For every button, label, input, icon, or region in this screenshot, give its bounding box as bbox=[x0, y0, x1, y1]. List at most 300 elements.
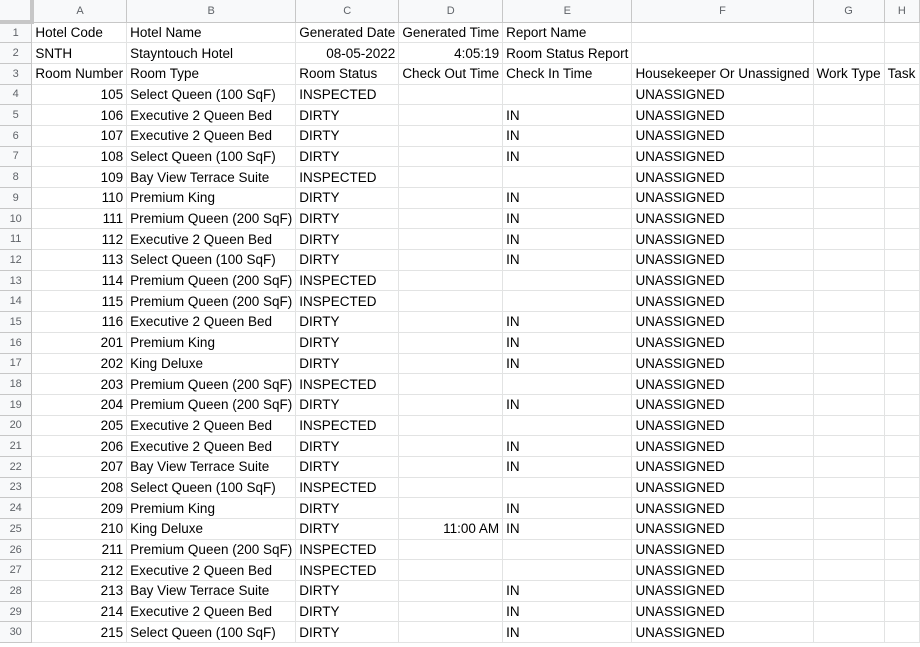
cell-g19[interactable] bbox=[813, 394, 884, 415]
cell-h9[interactable] bbox=[884, 188, 919, 209]
cell-e11[interactable]: IN bbox=[503, 229, 632, 250]
cell-e27[interactable] bbox=[503, 560, 632, 581]
cell-c18[interactable]: INSPECTED bbox=[296, 374, 399, 395]
cell-c20[interactable]: INSPECTED bbox=[296, 415, 399, 436]
cell-b22[interactable]: Bay View Terrace Suite bbox=[127, 456, 296, 477]
cell-c27[interactable]: INSPECTED bbox=[296, 560, 399, 581]
cell-h5[interactable] bbox=[884, 105, 919, 126]
cell-d26[interactable] bbox=[399, 539, 503, 560]
cell-b20[interactable]: Executive 2 Queen Bed bbox=[127, 415, 296, 436]
cell-g8[interactable] bbox=[813, 167, 884, 188]
table-row bbox=[0, 456, 920, 477]
cell-d1[interactable]: Generated Time bbox=[399, 22, 503, 43]
cell-d10[interactable] bbox=[399, 208, 503, 229]
cell-e13[interactable] bbox=[503, 270, 632, 291]
cell-d11[interactable] bbox=[399, 229, 503, 250]
table-row bbox=[0, 63, 920, 84]
cell-f1[interactable] bbox=[632, 22, 813, 43]
cell-f23[interactable]: UNASSIGNED bbox=[632, 477, 813, 498]
cell-c28[interactable]: DIRTY bbox=[296, 581, 399, 602]
row-header[interactable]: 16 bbox=[0, 332, 32, 353]
cell-c4[interactable]: INSPECTED bbox=[296, 84, 399, 105]
cell-h24[interactable] bbox=[884, 498, 919, 519]
cell-b6[interactable]: Executive 2 Queen Bed bbox=[127, 125, 296, 146]
cell-b9[interactable]: Premium King bbox=[127, 188, 296, 209]
cell-g24[interactable] bbox=[813, 498, 884, 519]
cell-g21[interactable] bbox=[813, 436, 884, 457]
cell-f18[interactable]: UNASSIGNED bbox=[632, 374, 813, 395]
row-header[interactable]: 1 bbox=[0, 22, 32, 43]
cell-h10[interactable] bbox=[884, 208, 919, 229]
cell-f9[interactable]: UNASSIGNED bbox=[632, 188, 813, 209]
cell-e28[interactable]: IN bbox=[503, 581, 632, 602]
cell-g30[interactable] bbox=[813, 622, 884, 643]
cell-f26[interactable]: UNASSIGNED bbox=[632, 539, 813, 560]
cell-g17[interactable] bbox=[813, 353, 884, 374]
cell-h8[interactable] bbox=[884, 167, 919, 188]
cell-a22[interactable]: 207 bbox=[32, 456, 127, 477]
cell-b17[interactable]: King Deluxe bbox=[127, 353, 296, 374]
cell-g27[interactable] bbox=[813, 560, 884, 581]
cell-f28[interactable]: UNASSIGNED bbox=[632, 581, 813, 602]
cell-d7[interactable] bbox=[399, 146, 503, 167]
table-row bbox=[0, 622, 920, 643]
column-header-f[interactable]: F bbox=[632, 0, 813, 22]
row-header[interactable]: 26 bbox=[0, 539, 32, 560]
cell-a11[interactable]: 112 bbox=[32, 229, 127, 250]
cell-h3[interactable]: Task bbox=[884, 63, 919, 84]
row-header[interactable]: 10 bbox=[0, 208, 32, 229]
cell-d20[interactable] bbox=[399, 415, 503, 436]
cell-h18[interactable] bbox=[884, 374, 919, 395]
cell-a19[interactable]: 204 bbox=[32, 394, 127, 415]
cell-e21[interactable]: IN bbox=[503, 436, 632, 457]
table-row bbox=[0, 146, 920, 167]
cell-a25[interactable]: 210 bbox=[32, 519, 127, 540]
cell-c15[interactable]: DIRTY bbox=[296, 312, 399, 333]
row-header[interactable]: 22 bbox=[0, 456, 32, 477]
cell-f24[interactable]: UNASSIGNED bbox=[632, 498, 813, 519]
cell-f10[interactable]: UNASSIGNED bbox=[632, 208, 813, 229]
cell-c19[interactable]: DIRTY bbox=[296, 394, 399, 415]
table-row bbox=[0, 498, 920, 519]
cell-c7[interactable]: DIRTY bbox=[296, 146, 399, 167]
cell-a29[interactable]: 214 bbox=[32, 601, 127, 622]
cell-f8[interactable]: UNASSIGNED bbox=[632, 167, 813, 188]
cell-h2[interactable] bbox=[884, 43, 919, 64]
row-header[interactable]: 30 bbox=[0, 622, 32, 643]
row-header[interactable]: 2 bbox=[0, 43, 32, 64]
cell-f30[interactable]: UNASSIGNED bbox=[632, 622, 813, 643]
cell-e14[interactable] bbox=[503, 291, 632, 312]
cell-c9[interactable]: DIRTY bbox=[296, 188, 399, 209]
row-header[interactable]: 25 bbox=[0, 519, 32, 540]
table-row bbox=[0, 601, 920, 622]
cell-e10[interactable]: IN bbox=[503, 208, 632, 229]
cell-c22[interactable]: DIRTY bbox=[296, 456, 399, 477]
cell-d27[interactable] bbox=[399, 560, 503, 581]
cell-f14[interactable]: UNASSIGNED bbox=[632, 291, 813, 312]
cell-d4[interactable] bbox=[399, 84, 503, 105]
table-row bbox=[0, 581, 920, 602]
table-row bbox=[0, 167, 920, 188]
cell-g22[interactable] bbox=[813, 456, 884, 477]
table-row bbox=[0, 229, 920, 250]
cell-b15[interactable]: Executive 2 Queen Bed bbox=[127, 312, 296, 333]
cell-c2[interactable]: 08-05-2022 bbox=[296, 43, 399, 64]
cell-b30[interactable]: Select Queen (100 SqF) bbox=[127, 622, 296, 643]
cell-a5[interactable]: 106 bbox=[32, 105, 127, 126]
cell-b18[interactable]: Premium Queen (200 SqF) bbox=[127, 374, 296, 395]
cell-e3[interactable]: Check In Time bbox=[503, 63, 632, 84]
cell-f19[interactable]: UNASSIGNED bbox=[632, 394, 813, 415]
cell-d14[interactable] bbox=[399, 291, 503, 312]
column-header-e[interactable]: E bbox=[503, 0, 632, 22]
cell-d28[interactable] bbox=[399, 581, 503, 602]
cell-c29[interactable]: DIRTY bbox=[296, 601, 399, 622]
cell-g2[interactable] bbox=[813, 43, 884, 64]
cell-b21[interactable]: Executive 2 Queen Bed bbox=[127, 436, 296, 457]
cell-e18[interactable] bbox=[503, 374, 632, 395]
cell-g1[interactable] bbox=[813, 22, 884, 43]
cell-f27[interactable]: UNASSIGNED bbox=[632, 560, 813, 581]
row-header[interactable]: 17 bbox=[0, 353, 32, 374]
cell-d8[interactable] bbox=[399, 167, 503, 188]
table-row bbox=[0, 43, 920, 64]
cell-f7[interactable]: UNASSIGNED bbox=[632, 146, 813, 167]
cell-e1[interactable]: Report Name bbox=[503, 22, 632, 43]
cell-h25[interactable] bbox=[884, 519, 919, 540]
cell-e22[interactable]: IN bbox=[503, 456, 632, 477]
cell-e5[interactable]: IN bbox=[503, 105, 632, 126]
cell-d15[interactable] bbox=[399, 312, 503, 333]
cell-a6[interactable]: 107 bbox=[32, 125, 127, 146]
cell-b25[interactable]: King Deluxe bbox=[127, 519, 296, 540]
cell-e29[interactable]: IN bbox=[503, 601, 632, 622]
table-row bbox=[0, 353, 920, 374]
cell-b26[interactable]: Premium Queen (200 SqF) bbox=[127, 539, 296, 560]
cell-b11[interactable]: Executive 2 Queen Bed bbox=[127, 229, 296, 250]
row-header[interactable]: 6 bbox=[0, 125, 32, 146]
cell-g25[interactable] bbox=[813, 519, 884, 540]
cell-g29[interactable] bbox=[813, 601, 884, 622]
cell-b14[interactable]: Premium Queen (200 SqF) bbox=[127, 291, 296, 312]
cell-h28[interactable] bbox=[884, 581, 919, 602]
column-header-h[interactable]: H bbox=[884, 0, 919, 22]
table-row bbox=[0, 208, 920, 229]
cell-b1[interactable]: Hotel Name bbox=[127, 22, 296, 43]
cell-d24[interactable] bbox=[399, 498, 503, 519]
cell-b23[interactable]: Select Queen (100 SqF) bbox=[127, 477, 296, 498]
cell-g3[interactable]: Work Type bbox=[813, 63, 884, 84]
cell-g12[interactable] bbox=[813, 250, 884, 271]
cell-c6[interactable]: DIRTY bbox=[296, 125, 399, 146]
cell-a21[interactable]: 206 bbox=[32, 436, 127, 457]
cell-g4[interactable] bbox=[813, 84, 884, 105]
cell-h23[interactable] bbox=[884, 477, 919, 498]
cell-h17[interactable] bbox=[884, 353, 919, 374]
cell-d18[interactable] bbox=[399, 374, 503, 395]
cell-d16[interactable] bbox=[399, 332, 503, 353]
cell-a27[interactable]: 212 bbox=[32, 560, 127, 581]
row-header[interactable]: 4 bbox=[0, 84, 32, 105]
cell-c21[interactable]: DIRTY bbox=[296, 436, 399, 457]
cell-a13[interactable]: 114 bbox=[32, 270, 127, 291]
cell-h20[interactable] bbox=[884, 415, 919, 436]
cell-h19[interactable] bbox=[884, 394, 919, 415]
cell-c8[interactable]: INSPECTED bbox=[296, 167, 399, 188]
cell-g11[interactable] bbox=[813, 229, 884, 250]
cell-c16[interactable]: DIRTY bbox=[296, 332, 399, 353]
table-row bbox=[0, 374, 920, 395]
cell-b4[interactable]: Select Queen (100 SqF) bbox=[127, 84, 296, 105]
cell-f21[interactable]: UNASSIGNED bbox=[632, 436, 813, 457]
cell-f5[interactable]: UNASSIGNED bbox=[632, 105, 813, 126]
cell-h22[interactable] bbox=[884, 456, 919, 477]
row-header[interactable]: 24 bbox=[0, 498, 32, 519]
row-header[interactable]: 9 bbox=[0, 188, 32, 209]
cell-h27[interactable] bbox=[884, 560, 919, 581]
cell-g20[interactable] bbox=[813, 415, 884, 436]
cell-b28[interactable]: Bay View Terrace Suite bbox=[127, 581, 296, 602]
cell-b2[interactable]: Stayntouch Hotel bbox=[127, 43, 296, 64]
cell-e7[interactable]: IN bbox=[503, 146, 632, 167]
cell-c11[interactable]: DIRTY bbox=[296, 229, 399, 250]
cell-g26[interactable] bbox=[813, 539, 884, 560]
cell-e23[interactable] bbox=[503, 477, 632, 498]
cell-g5[interactable] bbox=[813, 105, 884, 126]
cell-g14[interactable] bbox=[813, 291, 884, 312]
row-header[interactable]: 18 bbox=[0, 374, 32, 395]
cell-b10[interactable]: Premium Queen (200 SqF) bbox=[127, 208, 296, 229]
table-row bbox=[0, 250, 920, 271]
row-header[interactable]: 15 bbox=[0, 312, 32, 333]
cell-g6[interactable] bbox=[813, 125, 884, 146]
cell-a17[interactable]: 202 bbox=[32, 353, 127, 374]
cell-h29[interactable] bbox=[884, 601, 919, 622]
cell-g13[interactable] bbox=[813, 270, 884, 291]
cell-b13[interactable]: Premium Queen (200 SqF) bbox=[127, 270, 296, 291]
cell-c1[interactable]: Generated Date bbox=[296, 22, 399, 43]
cell-g9[interactable] bbox=[813, 188, 884, 209]
cell-h26[interactable] bbox=[884, 539, 919, 560]
cell-g7[interactable] bbox=[813, 146, 884, 167]
cell-f20[interactable]: UNASSIGNED bbox=[632, 415, 813, 436]
table-row bbox=[0, 125, 920, 146]
cell-g18[interactable] bbox=[813, 374, 884, 395]
cell-d17[interactable] bbox=[399, 353, 503, 374]
column-header-g[interactable]: G bbox=[813, 0, 884, 22]
cell-c3[interactable]: Room Status bbox=[296, 63, 399, 84]
cell-a1[interactable]: Hotel Code bbox=[32, 22, 127, 43]
cell-e20[interactable] bbox=[503, 415, 632, 436]
column-header-a[interactable]: A bbox=[32, 0, 127, 22]
cell-h12[interactable] bbox=[884, 250, 919, 271]
cell-e16[interactable]: IN bbox=[503, 332, 632, 353]
cell-b27[interactable]: Executive 2 Queen Bed bbox=[127, 560, 296, 581]
cell-e8[interactable] bbox=[503, 167, 632, 188]
cell-c30[interactable]: DIRTY bbox=[296, 622, 399, 643]
cell-d22[interactable] bbox=[399, 456, 503, 477]
cell-b16[interactable]: Premium King bbox=[127, 332, 296, 353]
cell-e15[interactable]: IN bbox=[503, 312, 632, 333]
row-header[interactable]: 20 bbox=[0, 415, 32, 436]
cell-a24[interactable]: 209 bbox=[32, 498, 127, 519]
cell-c23[interactable]: INSPECTED bbox=[296, 477, 399, 498]
cell-b24[interactable]: Premium King bbox=[127, 498, 296, 519]
row-header[interactable]: 13 bbox=[0, 270, 32, 291]
cell-e17[interactable]: IN bbox=[503, 353, 632, 374]
cell-b8[interactable]: Bay View Terrace Suite bbox=[127, 167, 296, 188]
cell-f6[interactable]: UNASSIGNED bbox=[632, 125, 813, 146]
cell-d29[interactable] bbox=[399, 601, 503, 622]
cell-a2[interactable]: SNTH bbox=[32, 43, 127, 64]
cell-d30[interactable] bbox=[399, 622, 503, 643]
cell-b12[interactable]: Select Queen (100 SqF) bbox=[127, 250, 296, 271]
row-header[interactable]: 21 bbox=[0, 436, 32, 457]
cell-f25[interactable]: UNASSIGNED bbox=[632, 519, 813, 540]
cell-g23[interactable] bbox=[813, 477, 884, 498]
cell-h14[interactable] bbox=[884, 291, 919, 312]
cell-f3[interactable]: Housekeeper Or Unassigned bbox=[632, 63, 813, 84]
cell-g16[interactable] bbox=[813, 332, 884, 353]
cell-d2[interactable]: 4:05:19 bbox=[399, 43, 503, 64]
cell-a20[interactable]: 205 bbox=[32, 415, 127, 436]
cell-a14[interactable]: 115 bbox=[32, 291, 127, 312]
table-row bbox=[0, 436, 920, 457]
cell-f22[interactable]: UNASSIGNED bbox=[632, 456, 813, 477]
cell-c25[interactable]: DIRTY bbox=[296, 519, 399, 540]
cell-f15[interactable]: UNASSIGNED bbox=[632, 312, 813, 333]
cell-h13[interactable] bbox=[884, 270, 919, 291]
cell-c26[interactable]: INSPECTED bbox=[296, 539, 399, 560]
cell-h1[interactable] bbox=[884, 22, 919, 43]
row-header[interactable]: 28 bbox=[0, 581, 32, 602]
table-row bbox=[0, 519, 920, 540]
cell-c14[interactable]: INSPECTED bbox=[296, 291, 399, 312]
cell-h11[interactable] bbox=[884, 229, 919, 250]
row-header[interactable]: 5 bbox=[0, 105, 32, 126]
row-header[interactable]: 23 bbox=[0, 477, 32, 498]
cell-d13[interactable] bbox=[399, 270, 503, 291]
cell-f16[interactable]: UNASSIGNED bbox=[632, 332, 813, 353]
cell-a18[interactable]: 203 bbox=[32, 374, 127, 395]
cell-h4[interactable] bbox=[884, 84, 919, 105]
cell-h6[interactable] bbox=[884, 125, 919, 146]
cell-a28[interactable]: 213 bbox=[32, 581, 127, 602]
cell-d5[interactable] bbox=[399, 105, 503, 126]
cell-c24[interactable]: DIRTY bbox=[296, 498, 399, 519]
row-header[interactable]: 12 bbox=[0, 250, 32, 271]
column-header-c[interactable]: C bbox=[296, 0, 399, 22]
cell-e4[interactable] bbox=[503, 84, 632, 105]
row-header[interactable]: 8 bbox=[0, 167, 32, 188]
cell-e6[interactable]: IN bbox=[503, 125, 632, 146]
cell-d3[interactable]: Check Out Time bbox=[399, 63, 503, 84]
cell-a15[interactable]: 116 bbox=[32, 312, 127, 333]
cell-b19[interactable]: Premium Queen (200 SqF) bbox=[127, 394, 296, 415]
cell-a4[interactable]: 105 bbox=[32, 84, 127, 105]
cell-c17[interactable]: DIRTY bbox=[296, 353, 399, 374]
row-header[interactable]: 19 bbox=[0, 394, 32, 415]
cell-f12[interactable]: UNASSIGNED bbox=[632, 250, 813, 271]
cell-a26[interactable]: 211 bbox=[32, 539, 127, 560]
cell-e26[interactable] bbox=[503, 539, 632, 560]
cell-a9[interactable]: 110 bbox=[32, 188, 127, 209]
cell-a3[interactable]: Room Number bbox=[32, 63, 127, 84]
cell-c10[interactable]: DIRTY bbox=[296, 208, 399, 229]
cell-b5[interactable]: Executive 2 Queen Bed bbox=[127, 105, 296, 126]
table-row bbox=[0, 477, 920, 498]
row-header[interactable]: 11 bbox=[0, 229, 32, 250]
cell-d21[interactable] bbox=[399, 436, 503, 457]
cell-h21[interactable] bbox=[884, 436, 919, 457]
cell-h7[interactable] bbox=[884, 146, 919, 167]
row-header[interactable]: 3 bbox=[0, 63, 32, 84]
row-header[interactable]: 7 bbox=[0, 146, 32, 167]
cell-f11[interactable]: UNASSIGNED bbox=[632, 229, 813, 250]
row-header[interactable]: 14 bbox=[0, 291, 32, 312]
cell-d25[interactable]: 11:00 AM bbox=[399, 519, 503, 540]
cell-c5[interactable]: DIRTY bbox=[296, 105, 399, 126]
cell-a16[interactable]: 201 bbox=[32, 332, 127, 353]
cell-c12[interactable]: DIRTY bbox=[296, 250, 399, 271]
cell-e24[interactable]: IN bbox=[503, 498, 632, 519]
cell-d12[interactable] bbox=[399, 250, 503, 271]
table-row bbox=[0, 105, 920, 126]
cell-g10[interactable] bbox=[813, 208, 884, 229]
cell-a10[interactable]: 111 bbox=[32, 208, 127, 229]
cell-d6[interactable] bbox=[399, 125, 503, 146]
cell-d9[interactable] bbox=[399, 188, 503, 209]
column-header-d[interactable]: D bbox=[399, 0, 503, 22]
row-header[interactable]: 27 bbox=[0, 560, 32, 581]
cell-b3[interactable]: Room Type bbox=[127, 63, 296, 84]
cell-e19[interactable]: IN bbox=[503, 394, 632, 415]
cell-a7[interactable]: 108 bbox=[32, 146, 127, 167]
cell-b29[interactable]: Executive 2 Queen Bed bbox=[127, 601, 296, 622]
cell-e2[interactable]: Room Status Report bbox=[503, 43, 632, 64]
row-header[interactable]: 29 bbox=[0, 601, 32, 622]
cell-a8[interactable]: 109 bbox=[32, 167, 127, 188]
cell-f13[interactable]: UNASSIGNED bbox=[632, 270, 813, 291]
select-all-corner[interactable] bbox=[0, 0, 32, 22]
cell-d23[interactable] bbox=[399, 477, 503, 498]
cell-a30[interactable]: 215 bbox=[32, 622, 127, 643]
cell-h16[interactable] bbox=[884, 332, 919, 353]
cell-f2[interactable] bbox=[632, 43, 813, 64]
cell-h30[interactable] bbox=[884, 622, 919, 643]
cell-g15[interactable] bbox=[813, 312, 884, 333]
column-header-b[interactable]: B bbox=[127, 0, 296, 22]
cell-h15[interactable] bbox=[884, 312, 919, 333]
cell-d19[interactable] bbox=[399, 394, 503, 415]
table-row bbox=[0, 270, 920, 291]
cell-e25[interactable]: IN bbox=[503, 519, 632, 540]
cell-f29[interactable]: UNASSIGNED bbox=[632, 601, 813, 622]
cell-e9[interactable]: IN bbox=[503, 188, 632, 209]
cell-f17[interactable]: UNASSIGNED bbox=[632, 353, 813, 374]
cell-a12[interactable]: 113 bbox=[32, 250, 127, 271]
cell-e12[interactable]: IN bbox=[503, 250, 632, 271]
cell-a23[interactable]: 208 bbox=[32, 477, 127, 498]
cell-b7[interactable]: Select Queen (100 SqF) bbox=[127, 146, 296, 167]
cell-f4[interactable]: UNASSIGNED bbox=[632, 84, 813, 105]
cell-g28[interactable] bbox=[813, 581, 884, 602]
cell-c13[interactable]: INSPECTED bbox=[296, 270, 399, 291]
cell-e30[interactable]: IN bbox=[503, 622, 632, 643]
column-header-row bbox=[0, 0, 920, 22]
